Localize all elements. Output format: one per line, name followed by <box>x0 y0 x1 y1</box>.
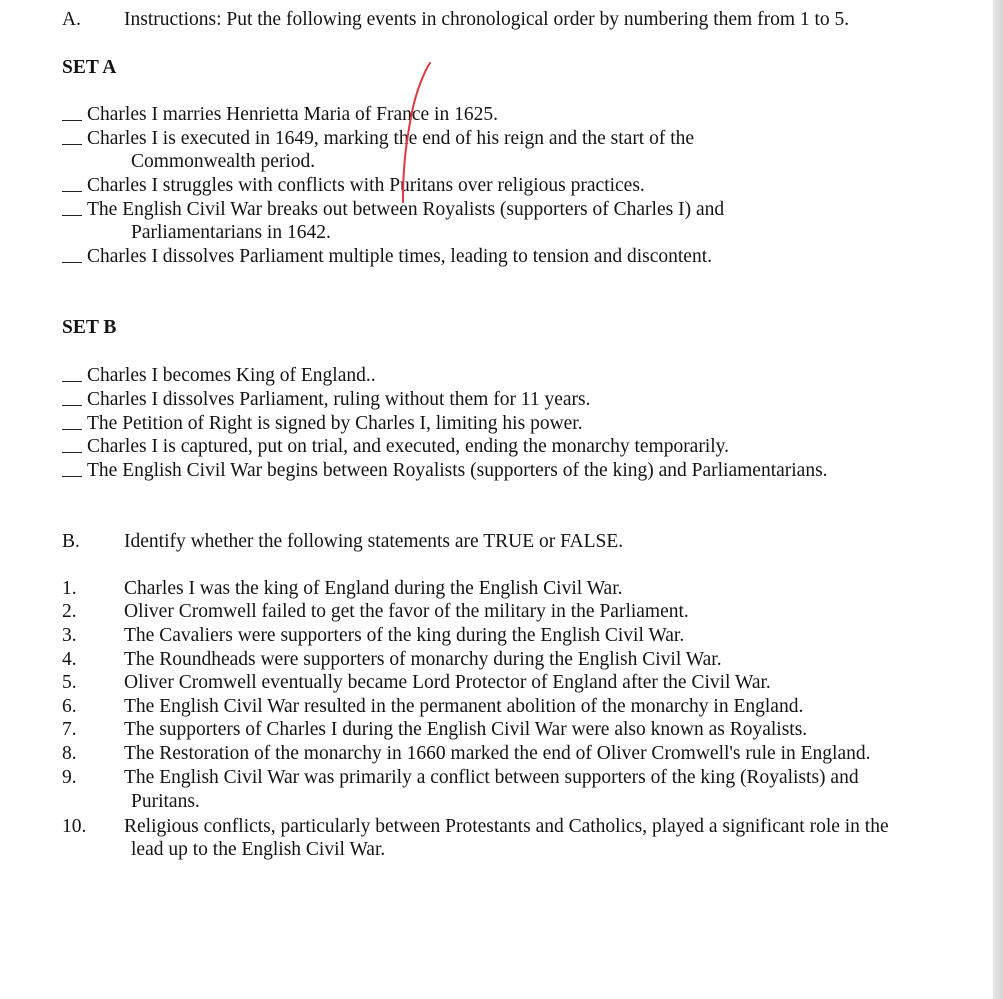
set-a-item-text: Charles I struggles with conflicts with Puritans over religious practices. <box>87 175 645 196</box>
item-text: The Restoration of the monarchy in 1660 marked the end of Oliver Cromwell's rule in England. <box>124 743 871 764</box>
item-number: 10. <box>62 816 87 837</box>
item-text: The English Civil War resulted in the permanent abolition of the monarchy in England. <box>124 696 804 717</box>
item-number: 8. <box>62 743 77 764</box>
red-pen-stroke <box>403 63 430 202</box>
set-b-item-text: Charles I is captured, put on trial, and executed, ending the monarchy temporarily. <box>87 436 730 457</box>
set-a-item-text-cont: Commonwealth period. <box>131 151 316 172</box>
section-a-label: A. <box>62 9 81 30</box>
set-a-item-text-cont: Parliamentarians in 1642. <box>131 222 331 243</box>
item-text: The supporters of Charles I during the English Civil War were also known as Royalists. <box>124 719 808 740</box>
section-a-instruction: Instructions: Put the following events in chronological order by numbering them from 1 to 5. <box>124 9 850 30</box>
set-b-item-text: The Petition of Right is signed by Charles I, limiting his power. <box>87 413 583 434</box>
item-number: 9. <box>62 767 77 788</box>
set-a-item-text: Charles I is executed in 1649, marking the end of his reign and the start of the <box>87 128 695 149</box>
item-number: 4. <box>62 649 77 670</box>
item-text: Oliver Cromwell eventually became Lord Protector of England after the Civil War. <box>124 672 771 693</box>
item-number: 7. <box>62 719 77 740</box>
section-b-label: B. <box>62 531 80 552</box>
section-b-instruction: Identify whether the following statements are TRUE or FALSE. <box>124 531 624 552</box>
set-a-title: SET A <box>62 57 117 78</box>
set-b-item-text: Charles I becomes King of England.. <box>87 365 376 386</box>
set-b-title: SET B <box>62 317 117 338</box>
set-b-item-text: The English Civil War begins between Royalists (supporters of the king) and Parliamentarians. <box>87 460 828 481</box>
set-a-item-text: Charles I marries Henrietta Maria of France in 1625. <box>87 104 498 125</box>
item-text-cont: lead up to the English Civil War. <box>131 839 386 860</box>
item-text: Religious conflicts, particularly between Protestants and Catholics, played a significant role in the <box>124 816 889 837</box>
set-a-item-text: The English Civil War breaks out between Royalists (supporters of Charles I) and <box>87 199 725 220</box>
item-text: Charles I was the king of England during the English Civil War. <box>124 578 623 599</box>
item-text: The Roundheads were supporters of monarchy during the English Civil War. <box>124 649 722 670</box>
item-text: The Cavaliers were supporters of the king during the English Civil War. <box>124 625 685 646</box>
item-text-cont: Puritans. <box>131 791 200 812</box>
item-number: 3. <box>62 625 77 646</box>
set-a-item-text: Charles I dissolves Parliament multiple times, leading to tension and discontent. <box>87 246 712 267</box>
set-b-item-text: Charles I dissolves Parliament, ruling without them for 11 years. <box>87 389 591 410</box>
item-number: 2. <box>62 601 77 622</box>
item-number: 5. <box>62 672 77 693</box>
item-text: Oliver Cromwell failed to get the favor of the military in the Parliament. <box>124 601 689 622</box>
item-text: The English Civil War was primarily a conflict between supporters of the king (Royalists) and <box>124 767 859 788</box>
item-number: 1. <box>62 578 77 599</box>
item-number: 6. <box>62 696 77 717</box>
